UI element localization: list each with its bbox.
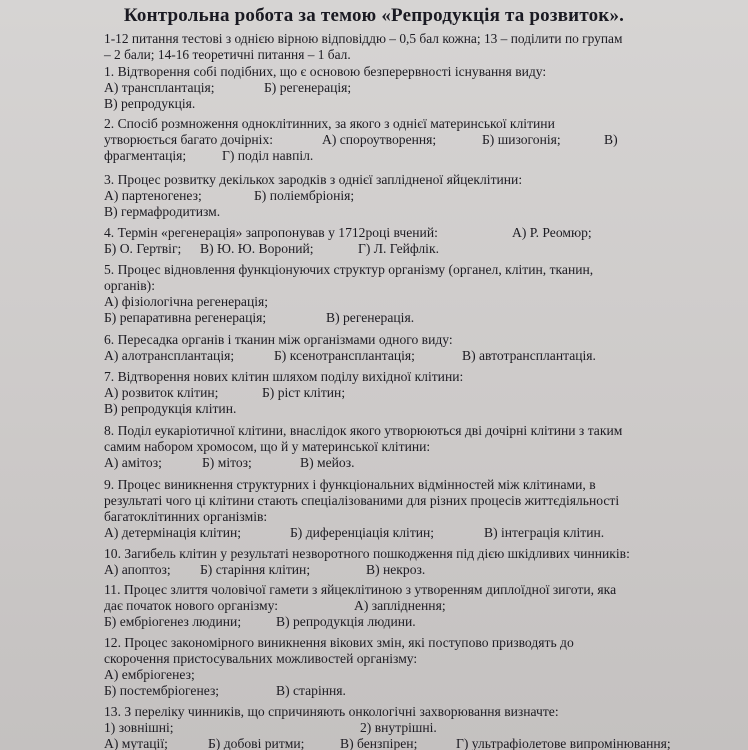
question-3 (104, 172, 736, 220)
option-b: Б) мітоз; (202, 455, 252, 470)
question-text: 10. Загибель клітин у результаті незворотного пошкодження під дією шкідливих чинників: (104, 546, 630, 561)
factor-d: Г) ультрафіолетове випромінювання; (456, 736, 671, 750)
option-a: А) апоптоз; (104, 562, 171, 577)
option-b: Б) ембріогенез людини; (104, 614, 242, 629)
question-text: 12. Процес закономірного виникнення вікових змін, які поступово призводять до (104, 635, 574, 650)
question-text: 1. Відтворення собі подібних, що є основою безперервності існування виду: (104, 64, 547, 79)
question-13 (104, 704, 736, 750)
question-5 (104, 262, 736, 326)
option-a: А) трансплантація; (104, 80, 215, 95)
option-c: В) (604, 132, 618, 147)
question-9 (104, 477, 736, 541)
factor-c: В) бензпірен; (340, 736, 418, 750)
question-12 (104, 635, 736, 699)
option-c-continued: фрагментація; (104, 148, 187, 163)
option-c: В) репродукція людини. (276, 614, 416, 629)
question-text: 5. Процес відновлення функціонуючих структур організму (органел, клітин, тканин, (104, 262, 594, 277)
option-b: Б) репаративна регенерація; (104, 310, 267, 325)
option-d: Г) поділ навпіл. (222, 148, 314, 163)
option-b: Б) шизогонія; (482, 132, 561, 147)
option-c: В) некроз. (366, 562, 426, 577)
factor-b: Б) добові ритми; (208, 736, 305, 750)
option-c: В) репродукція клітин. (104, 401, 237, 416)
question-text: дає початок нового організму: (104, 598, 279, 613)
option-b: Б) старіння клітин; (200, 562, 311, 577)
question-text: 4. Термін «регенерація» запропонував у 1712році вчений: (104, 225, 438, 240)
option-d: Г) Л. Гейфлік. (358, 241, 439, 256)
question-text: 13. З переліку чинників, що спричиняють онкологічні захворювання визначте: (104, 704, 559, 719)
option-b: Б) постембріогенез; (104, 683, 220, 698)
option-c: В) репродукція. (104, 96, 196, 111)
question-2 (104, 116, 736, 164)
question-text: 2. Спосіб розмноження одноклітинних, за якого з однієї материнської клітини (104, 116, 555, 131)
option-c: В) регенерація. (326, 310, 415, 325)
question-text: органів): (104, 278, 155, 293)
option-a: А) алотрансплантація; (104, 348, 235, 363)
option-b: Б) ксенотрансплантація; (274, 348, 415, 363)
question-text: утворюється багато дочірніх: (104, 132, 274, 147)
page-title: Контрольна робота за темою «Репродукція та розвиток». (123, 5, 625, 26)
question-6 (104, 332, 736, 364)
question-text: результаті чого ці клітини стають спеціалізованими для різних процесів життєдіяльності (104, 493, 620, 508)
question-text: самим набором хромосом, що й у материнської клітини: (104, 439, 431, 454)
factor-a: А) мутації; (104, 736, 168, 750)
question-text: 11. Процес злиття чоловічої гамети з яйцеклітиною з утворенням диплоїдної зиготи, яка (104, 582, 617, 597)
category-external: 1) зовнішні; (104, 720, 174, 735)
category-internal: 2) внутрішні. (360, 720, 437, 735)
option-a: А) Р. Реомюр; (512, 225, 592, 240)
option-a: А) ембріогенез; (104, 667, 195, 682)
option-b: Б) поліембріонія; (254, 188, 355, 203)
option-a: А) фізіологічна регенерація; (104, 294, 269, 309)
question-8 (104, 423, 736, 471)
question-text: 9. Процес виникнення структурних і функціональних відмінностей між клітинами, в (104, 477, 596, 492)
option-a: А) амітоз; (104, 455, 162, 470)
instructions-line: – 2 бали; 14-16 теоретичні питання – 1 бал. (104, 47, 351, 62)
option-b: Б) диференціація клітин; (290, 525, 435, 540)
option-b: Б) О. Гертвіг; (104, 241, 182, 256)
option-a: А) партеногенез; (104, 188, 202, 203)
question-4 (104, 225, 736, 257)
option-c: В) старіння. (276, 683, 346, 698)
option-a: А) розвиток клітин; (104, 385, 219, 400)
option-b: Б) регенерація; (264, 80, 352, 95)
option-a: А) спороутворення; (322, 132, 437, 147)
option-a: А) запліднення; (354, 598, 446, 613)
option-c: В) інтеграція клітин. (484, 525, 605, 540)
question-text: 3. Процес розвитку декількох зародків з однієї заплідненої яйцеклітини: (104, 172, 523, 187)
option-c: В) Ю. Ю. Вороний; (200, 241, 314, 256)
question-1 (104, 64, 736, 112)
question-7 (104, 369, 736, 417)
question-text: багатоклітинних організмів: (104, 509, 268, 524)
question-text: скорочення пристосувальних можливостей організму: (104, 651, 418, 666)
question-text: 8. Поділ еукаріотичної клітини, внаслідок якого утворюються дві дочірні клітини з таким (104, 423, 623, 438)
option-c: В) гермафродитизм. (104, 204, 221, 219)
option-c: В) мейоз. (300, 455, 355, 470)
question-text: 7. Відтворення нових клітин шляхом поділу вихідної клітини: (104, 369, 464, 384)
instructions (104, 31, 734, 63)
instructions-line: 1-12 питання тестові з однією вірною відповіддю – 0,5 бал кожна; 13 – поділити по групам (104, 31, 623, 46)
option-a: А) детермінація клітин; (104, 525, 242, 540)
option-c: В) автотрансплантація. (462, 348, 596, 363)
question-text: 6. Пересадка органів і тканин між організмами одного виду: (104, 332, 453, 347)
question-10 (104, 546, 736, 578)
question-11 (104, 582, 736, 630)
option-b: Б) ріст клітин; (262, 385, 346, 400)
